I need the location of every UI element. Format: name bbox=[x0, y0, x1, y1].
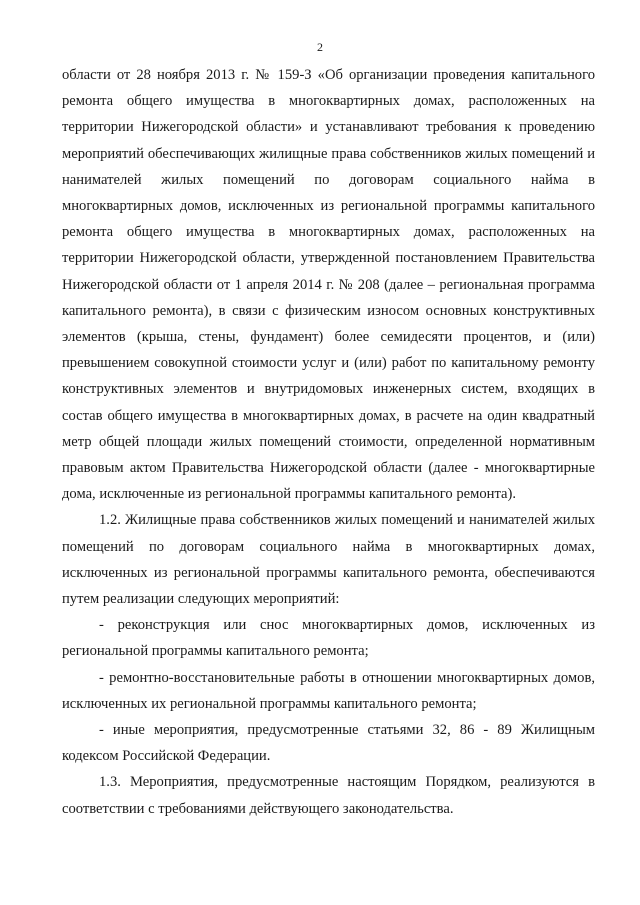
paragraph-1-3: 1.3. Мероприятия, предусмотренные настоящим Порядком, реализуются в соответствии с требованиями действующего законодательства. bbox=[62, 774, 595, 817]
page-number: 2 bbox=[317, 40, 323, 54]
list-item-repair-works: - ремонтно-восстановительные работы в отношении многоквартирных домов, исключенных их региональной программы капитального ремонта; bbox=[62, 669, 595, 712]
list-item-reconstruction: - реконструкция или снос многоквартирных домов, исключенных из региональной программы капитального ремонта; bbox=[62, 617, 595, 660]
list-item-other-measures: - иные мероприятия, предусмотренные статьями 32, 86 - 89 Жилищным кодексом Российской Федерации. bbox=[62, 722, 595, 765]
document-body bbox=[62, 62, 595, 822]
paragraph-continuation: области от 28 ноября 2013 г. № 159-З «Об организации проведения капитального ремонта общего имущества в многоквартирных домах, расположенных на территории Нижегородской области» и устанавливают требования к проведению мероприятий обеспечивающих жилищные права собственников жилых помещений и нанимателей жилых помещений по договорам социального найма в многоквартирных домов, исключенных из региональной программы капитального ремонта общего имущества в многоквартирных домах, расположенных на территории Нижегородской области, утвержденной постановлением Правительства Нижегородской области от 1 апреля 2014 г. № 208 (далее – региональная программа капитального ремонта), в связи с физическим износом основных конструктивных элементов (крыша, стены, фундамент) более семидесяти процентов, и (или) превышением совокупной стоимости услуг и (или) работ по капитальному ремонту конструктивных элементов и внутридомовых инженерных систем, входящих в состав общего имущества в многоквартирных домах, в расчете на один квадратный метр общей площади жилых помещений стоимости, определенной нормативным правовым актом Правительства Нижегородской области (далее - многоквартирные дома, исключенные из региональной программы капитального ремонта). bbox=[62, 67, 595, 503]
paragraph-1-2: 1.2. Жилищные права собственников жилых помещений и нанимателей жилых помещений по договорам социального найма в многоквартирных домах, исключенных из региональной программы капитального ремонта, обеспечиваются путем реализации следующих мероприятий: bbox=[62, 512, 595, 608]
